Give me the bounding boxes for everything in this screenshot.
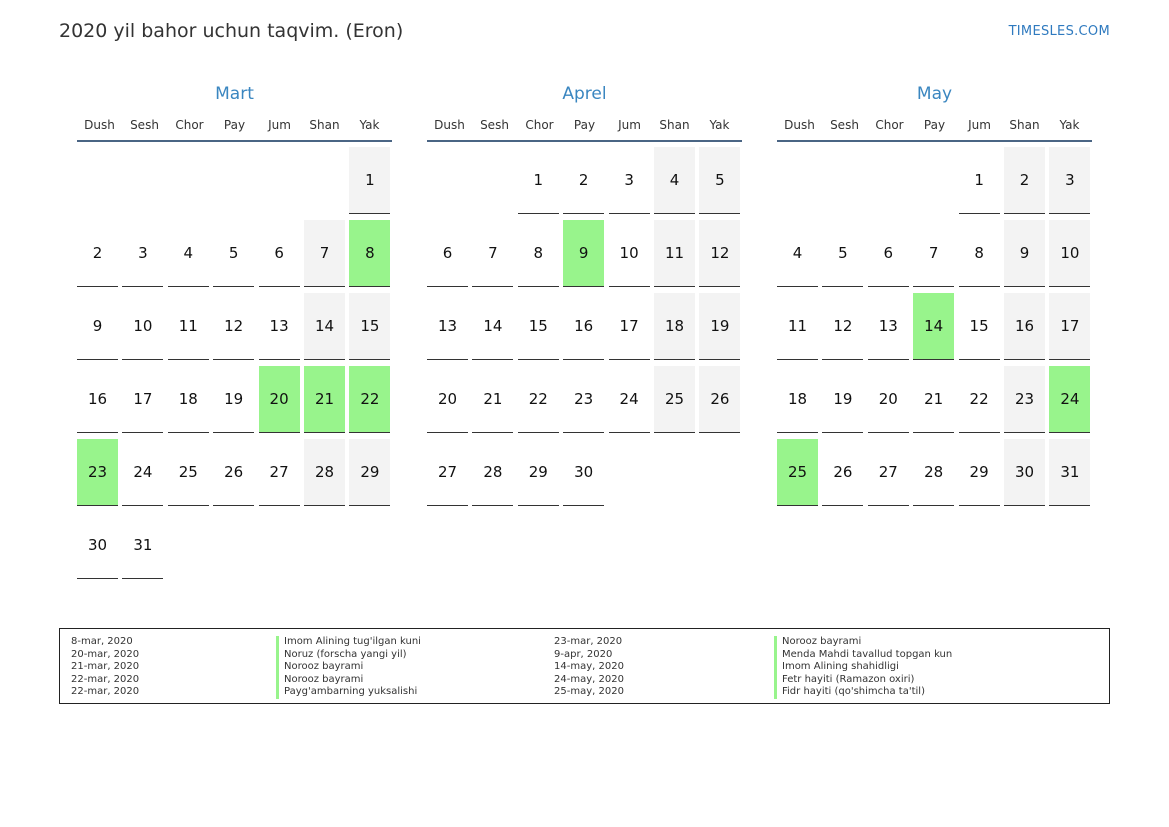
legend-holiday-name: Imom Alining tug'ilgan kuni bbox=[276, 636, 421, 649]
weekday-label: Chor bbox=[525, 118, 554, 132]
day-cell[interactable]: 1 bbox=[518, 147, 559, 214]
day-cell[interactable]: 7 bbox=[472, 220, 513, 287]
day-cell[interactable]: 24 bbox=[609, 366, 650, 433]
day-cell-holiday[interactable]: 21 bbox=[304, 366, 345, 433]
weekday-label: Chor bbox=[875, 118, 904, 132]
day-cell[interactable]: 8 bbox=[518, 220, 559, 287]
day-cell[interactable]: 10 bbox=[609, 220, 650, 287]
day-cell[interactable]: 1 bbox=[959, 147, 1000, 214]
day-cell[interactable]: 6 bbox=[259, 220, 300, 287]
day-cell[interactable]: 29 bbox=[959, 439, 1000, 506]
weekday-label: Shan bbox=[1009, 118, 1040, 132]
day-cell[interactable]: 19 bbox=[699, 293, 740, 360]
day-cell[interactable]: 13 bbox=[259, 293, 300, 360]
weekday-label: Yak bbox=[359, 118, 380, 132]
legend-holiday-name: Norooz bayrami bbox=[774, 636, 952, 649]
legend-holiday-name: Menda Mahdi tavallud topgan kun bbox=[774, 649, 952, 662]
weekday-label: Jum bbox=[618, 118, 641, 132]
day-cell[interactable]: 16 bbox=[563, 293, 604, 360]
legend-holiday-name: Payg'ambarning yuksalishi bbox=[276, 686, 421, 699]
day-cell[interactable]: 15 bbox=[518, 293, 559, 360]
day-cell[interactable]: 5 bbox=[213, 220, 254, 287]
weekday-label: Dush bbox=[84, 118, 115, 132]
day-cell[interactable]: 30 bbox=[563, 439, 604, 506]
day-cell[interactable]: 6 bbox=[868, 220, 909, 287]
day-cell[interactable]: 2 bbox=[77, 220, 118, 287]
day-cell[interactable]: 15 bbox=[959, 293, 1000, 360]
legend-date: 22-mar, 2020 bbox=[71, 686, 140, 697]
day-cell[interactable]: 25 bbox=[654, 366, 695, 433]
day-cell[interactable]: 21 bbox=[472, 366, 513, 433]
day-cell[interactable]: 1 bbox=[349, 147, 390, 214]
day-cell[interactable]: 27 bbox=[259, 439, 300, 506]
legend-holiday-name: Noruz (forscha yangi yil) bbox=[276, 649, 421, 662]
day-cell[interactable]: 13 bbox=[868, 293, 909, 360]
month-aprel bbox=[427, 82, 742, 582]
legend-holiday-name: Norooz bayrami bbox=[276, 674, 421, 687]
day-cell[interactable]: 17 bbox=[122, 366, 163, 433]
day-cell[interactable]: 15 bbox=[349, 293, 390, 360]
day-cell[interactable]: 23 bbox=[563, 366, 604, 433]
legend-date: 8-mar, 2020 bbox=[71, 636, 133, 647]
weekday-label: Pay bbox=[573, 118, 596, 132]
day-cell[interactable]: 4 bbox=[168, 220, 209, 287]
day-cell[interactable]: 13 bbox=[427, 293, 468, 360]
day-cell[interactable]: 26 bbox=[822, 439, 863, 506]
weekday-label: Chor bbox=[175, 118, 204, 132]
day-cell[interactable]: 19 bbox=[213, 366, 254, 433]
legend-holiday-name: Imom Alining shahidligi bbox=[774, 661, 952, 674]
weekday-label: Sesh bbox=[130, 118, 159, 132]
legend-names-right bbox=[774, 636, 952, 699]
day-cell[interactable]: 4 bbox=[654, 147, 695, 214]
day-cell[interactable]: 18 bbox=[777, 366, 818, 433]
month-mart bbox=[77, 82, 392, 582]
day-cell[interactable]: 11 bbox=[654, 220, 695, 287]
weekday-label: Jum bbox=[968, 118, 991, 132]
month-title: Aprel bbox=[562, 84, 607, 104]
day-cell[interactable]: 10 bbox=[1049, 220, 1090, 287]
day-cell[interactable]: 3 bbox=[609, 147, 650, 214]
weekday-label: Jum bbox=[268, 118, 291, 132]
day-cell[interactable]: 14 bbox=[472, 293, 513, 360]
day-cell[interactable]: 2 bbox=[563, 147, 604, 214]
day-cell[interactable]: 11 bbox=[777, 293, 818, 360]
day-cell[interactable]: 24 bbox=[122, 439, 163, 506]
day-cell-holiday[interactable]: 14 bbox=[913, 293, 954, 360]
legend-dates-left bbox=[71, 636, 139, 699]
day-grid bbox=[777, 142, 1092, 582]
legend-date: 25-may, 2020 bbox=[554, 686, 624, 697]
day-cell[interactable]: 3 bbox=[1049, 147, 1090, 214]
legend-date: 21-mar, 2020 bbox=[71, 661, 140, 672]
day-cell[interactable]: 7 bbox=[913, 220, 954, 287]
brand-link[interactable]: TIMESLES.COM bbox=[1008, 24, 1110, 39]
month-title: May bbox=[916, 84, 953, 104]
day-cell[interactable]: 27 bbox=[427, 439, 468, 506]
day-cell-holiday[interactable]: 23 bbox=[77, 439, 118, 506]
day-cell[interactable]: 12 bbox=[213, 293, 254, 360]
day-cell[interactable]: 29 bbox=[349, 439, 390, 506]
weekday-label: Sesh bbox=[480, 118, 509, 132]
weekday-label: Yak bbox=[1059, 118, 1080, 132]
legend-holiday-name: Norooz bayrami bbox=[276, 661, 421, 674]
day-grid bbox=[427, 142, 742, 582]
day-cell[interactable]: 2 bbox=[1004, 147, 1045, 214]
day-cell[interactable]: 30 bbox=[77, 512, 118, 579]
weekday-label: Pay bbox=[223, 118, 246, 132]
day-cell-holiday[interactable]: 9 bbox=[563, 220, 604, 287]
day-cell[interactable]: 22 bbox=[959, 366, 1000, 433]
legend-names-left bbox=[276, 636, 421, 699]
day-cell[interactable]: 21 bbox=[913, 366, 954, 433]
day-cell[interactable]: 16 bbox=[77, 366, 118, 433]
day-cell[interactable]: 26 bbox=[699, 366, 740, 433]
day-cell[interactable]: 30 bbox=[1004, 439, 1045, 506]
page-title: 2020 yil bahor uchun taqvim. (Eron) bbox=[59, 20, 404, 42]
legend-date: 14-may, 2020 bbox=[554, 661, 624, 672]
day-cell[interactable]: 26 bbox=[213, 439, 254, 506]
day-cell-holiday[interactable]: 8 bbox=[349, 220, 390, 287]
legend-dates-right bbox=[554, 636, 624, 699]
day-cell-holiday[interactable]: 24 bbox=[1049, 366, 1090, 433]
month-title: Mart bbox=[215, 84, 254, 104]
legend-date: 9-apr, 2020 bbox=[554, 648, 613, 660]
day-cell[interactable]: 20 bbox=[868, 366, 909, 433]
day-cell[interactable]: 6 bbox=[427, 220, 468, 287]
day-cell[interactable]: 17 bbox=[1049, 293, 1090, 360]
day-cell[interactable]: 28 bbox=[304, 439, 345, 506]
day-cell[interactable]: 11 bbox=[168, 293, 209, 360]
day-cell[interactable]: 16 bbox=[1004, 293, 1045, 360]
day-cell[interactable]: 12 bbox=[699, 220, 740, 287]
day-cell-holiday[interactable]: 20 bbox=[259, 366, 300, 433]
day-cell-holiday[interactable]: 25 bbox=[777, 439, 818, 506]
weekday-label: Shan bbox=[659, 118, 690, 132]
day-cell[interactable]: 28 bbox=[472, 439, 513, 506]
weekday-label: Shan bbox=[309, 118, 340, 132]
day-cell[interactable]: 18 bbox=[654, 293, 695, 360]
day-cell[interactable]: 29 bbox=[518, 439, 559, 506]
day-cell[interactable]: 31 bbox=[122, 512, 163, 579]
day-cell[interactable]: 17 bbox=[609, 293, 650, 360]
legend-date: 22-mar, 2020 bbox=[71, 673, 140, 685]
month-may bbox=[777, 82, 1092, 582]
legend-holiday-name: Fetr hayiti (Ramazon oxiri) bbox=[774, 674, 952, 687]
weekday-label: Dush bbox=[784, 118, 815, 132]
weekday-label: Dush bbox=[434, 118, 465, 132]
legend-date: 23-mar, 2020 bbox=[554, 636, 623, 647]
day-cell[interactable]: 10 bbox=[122, 293, 163, 360]
day-cell[interactable]: 12 bbox=[822, 293, 863, 360]
day-grid bbox=[77, 142, 392, 582]
day-cell[interactable]: 31 bbox=[1049, 439, 1090, 506]
day-cell[interactable]: 22 bbox=[518, 366, 559, 433]
legend-holiday-name: Fidr hayiti (qo'shimcha ta'til) bbox=[774, 686, 952, 699]
weekday-label: Sesh bbox=[830, 118, 859, 132]
weekday-header bbox=[427, 114, 742, 142]
day-cell[interactable]: 9 bbox=[1004, 220, 1045, 287]
day-cell[interactable]: 7 bbox=[304, 220, 345, 287]
day-cell[interactable]: 23 bbox=[1004, 366, 1045, 433]
day-cell[interactable]: 18 bbox=[168, 366, 209, 433]
day-cell-holiday[interactable]: 22 bbox=[349, 366, 390, 433]
legend-date: 24-may, 2020 bbox=[554, 673, 624, 685]
day-cell[interactable]: 8 bbox=[959, 220, 1000, 287]
day-cell[interactable]: 28 bbox=[913, 439, 954, 506]
weekday-label: Yak bbox=[709, 118, 730, 132]
day-cell[interactable]: 27 bbox=[868, 439, 909, 506]
day-cell[interactable]: 19 bbox=[822, 366, 863, 433]
weekday-label: Pay bbox=[923, 118, 946, 132]
day-cell[interactable]: 4 bbox=[777, 220, 818, 287]
day-cell[interactable]: 5 bbox=[699, 147, 740, 214]
day-cell[interactable]: 5 bbox=[822, 220, 863, 287]
day-cell[interactable]: 14 bbox=[304, 293, 345, 360]
weekday-header bbox=[777, 114, 1092, 142]
day-cell[interactable]: 20 bbox=[427, 366, 468, 433]
day-cell[interactable]: 9 bbox=[77, 293, 118, 360]
day-cell[interactable]: 25 bbox=[168, 439, 209, 506]
weekday-header bbox=[77, 114, 392, 142]
holiday-legend bbox=[59, 628, 1110, 704]
legend-date: 20-mar, 2020 bbox=[71, 648, 140, 660]
day-cell[interactable]: 3 bbox=[122, 220, 163, 287]
